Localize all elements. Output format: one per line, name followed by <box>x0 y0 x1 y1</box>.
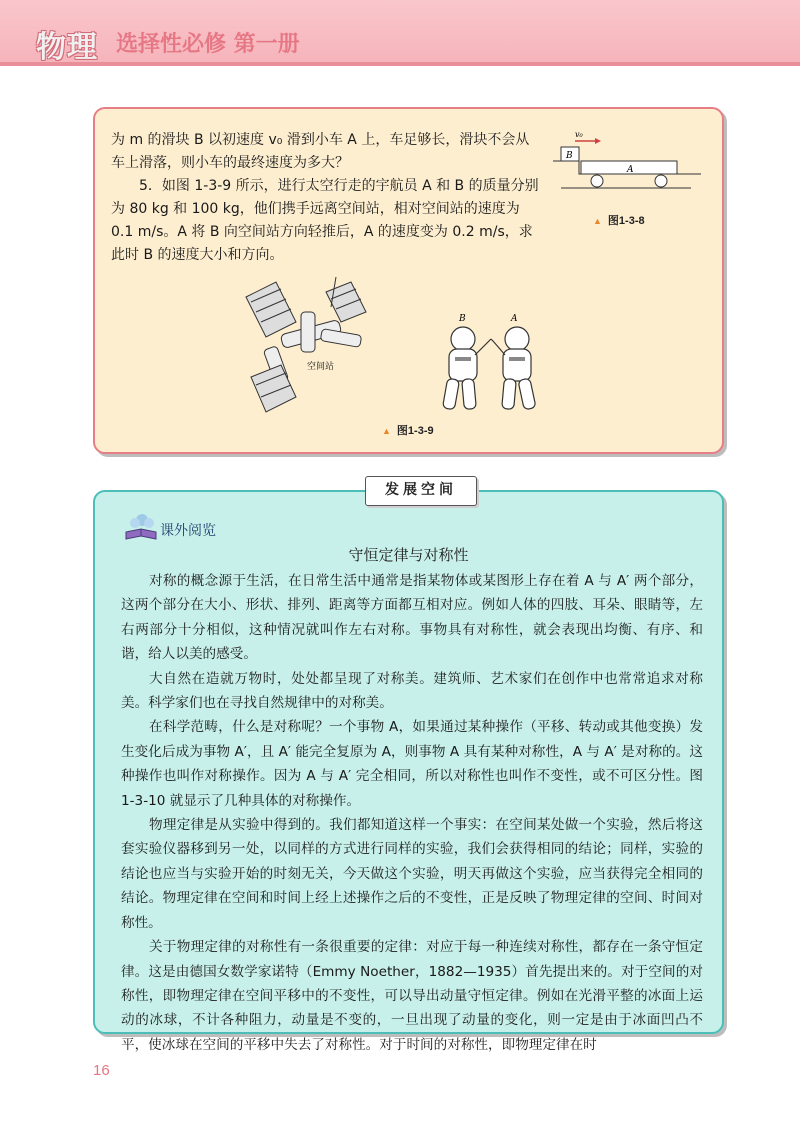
page-number: 16 <box>93 1062 110 1079</box>
astronaut-b-label: B <box>459 314 466 324</box>
astronaut-b-body <box>449 349 477 381</box>
astronaut-b-helmet <box>451 327 475 351</box>
solar-panel <box>246 282 296 337</box>
exercise-paragraph-2: 5．如图 1-3-9 所示，进行太空行走的宇航员 A 和 B 的质量分别为 80 kg 和 100 kg，他们携手远离空间站，相对空间站的速度为 0.1 m/s。A 将 B 向空间站方向轻推后，A 的速度变为 0.2 m/s，求此时 B 的速度大小和方向。 <box>111 178 539 263</box>
astronaut-a-label: A <box>511 314 518 324</box>
exercise-paragraph-1: 为 m 的滑块 B 以初速度 v₀ 滑到小车 A 上，车足够长，滑块不会从车上滑落，则小车的最终速度为多大？ <box>111 132 530 171</box>
article-paragraph: 在科学范畴，什么是对称呢？一个事物 A，如果通过某种操作（平移、转动或其他变换）发生变化后成为事物 A′，且 A′ 能完全复原为 A，则事物 A 具有某种对称性，A 与 A′ 是对称的。这种操作也叫作对称操作。因为 A 与 A′ 完全相同，所以对称性也叫作不变性，或不可区分性。图 1-3-10 就显示了几种具体的对称操作。 <box>121 719 703 809</box>
triangle-icon: ▲ <box>593 216 602 226</box>
subject-title: 物理 <box>36 30 98 65</box>
astronaut-a-helmet <box>505 327 529 351</box>
dev-space-tab: 发展空间 <box>365 476 477 506</box>
figure-1-3-8-caption <box>593 212 645 228</box>
article-title: 守恒定律与对称性 <box>348 546 469 564</box>
block-b-label: B <box>566 151 573 161</box>
exercise-text <box>111 129 541 267</box>
exercise-box <box>93 107 724 454</box>
station-module <box>301 312 315 352</box>
astronaut-a-body <box>503 349 531 381</box>
reading-label: 课外阅览 <box>160 523 216 539</box>
cart-a-label: A <box>627 165 634 175</box>
article-paragraph: 关于物理定律的对称性有一条很重要的定律：对应于每一种连续对称性，都存在一条守恒定律。这是由德国女数学家诺特（Emmy Noether，1882—1935）首先提出来的。对于空间的对称性，即物理定律在空间平移中的不变性，可以导出动量守恒定律。例如在光滑平整的冰面上运动的冰球，不计各种阻力，动量是不变的，一旦出现了动量的变化，则一定是由于冰面凹凸不平，使冰球在空间的平移中失去了对称性。对于时间的对称性，即物理定律在时 <box>121 939 703 1053</box>
page-header <box>0 0 800 66</box>
solar-panel <box>251 365 296 412</box>
article-body <box>121 569 703 1057</box>
cart-wheel-left <box>591 175 603 187</box>
station-label: 空间站 <box>307 362 335 372</box>
station-module <box>320 329 361 348</box>
volume-title: 选择性必修 第一册 <box>116 32 300 57</box>
reading-book-icon <box>122 512 160 542</box>
figure-1-3-9-caption <box>382 422 434 438</box>
cart-wheel-right <box>655 175 667 187</box>
article-paragraph: 大自然在造就万物时，处处都呈现了对称美。建筑师、艺术家们在创作中也常常追求对称美。科学家们也在寻找自然规律中的对称美。 <box>121 670 703 712</box>
v0-label: v₀ <box>575 131 583 139</box>
article-paragraph: 对称的概念源于生活，在日常生活中通常是指某物体或某图形上存在着 A 与 A′ 两个部分，这两个部分在大小、形状、排列、距离等方面都互相对应。例如人体的四肢、耳朵、眼睛等，左右两部分十分相似，这种情况就叫作左右对称。事物具有对称性，就会表现出均衡、有序、和谐，给人以美的感受。 <box>121 573 703 663</box>
article-paragraph: 物理定律是从实验中得到的。我们都知道这样一个事实：在空间某处做一个实验，然后将这套实验仪器移到另一处，以同样的方式进行同样的实验，我们会获得相同的结论；同样，实验的结论也应当与实验开始的时刻无关，今天做这个实验，明天再做这个实验，应当获得完全相同的结论。物理定律在空间和时间上经上述操作之后的不变性，正是反映了物理定律的空间、时间对称性。 <box>121 817 703 931</box>
dev-space-box <box>93 490 724 1053</box>
triangle-icon: ▲ <box>382 426 391 436</box>
space-station-illustration <box>241 277 371 417</box>
figure-1-3-8 <box>551 131 701 221</box>
caption-text: 图1-3-9 <box>396 425 434 437</box>
astronauts-illustration <box>431 311 551 419</box>
caption-text: 图1-3-8 <box>607 215 645 227</box>
velocity-arrowhead <box>595 138 601 144</box>
